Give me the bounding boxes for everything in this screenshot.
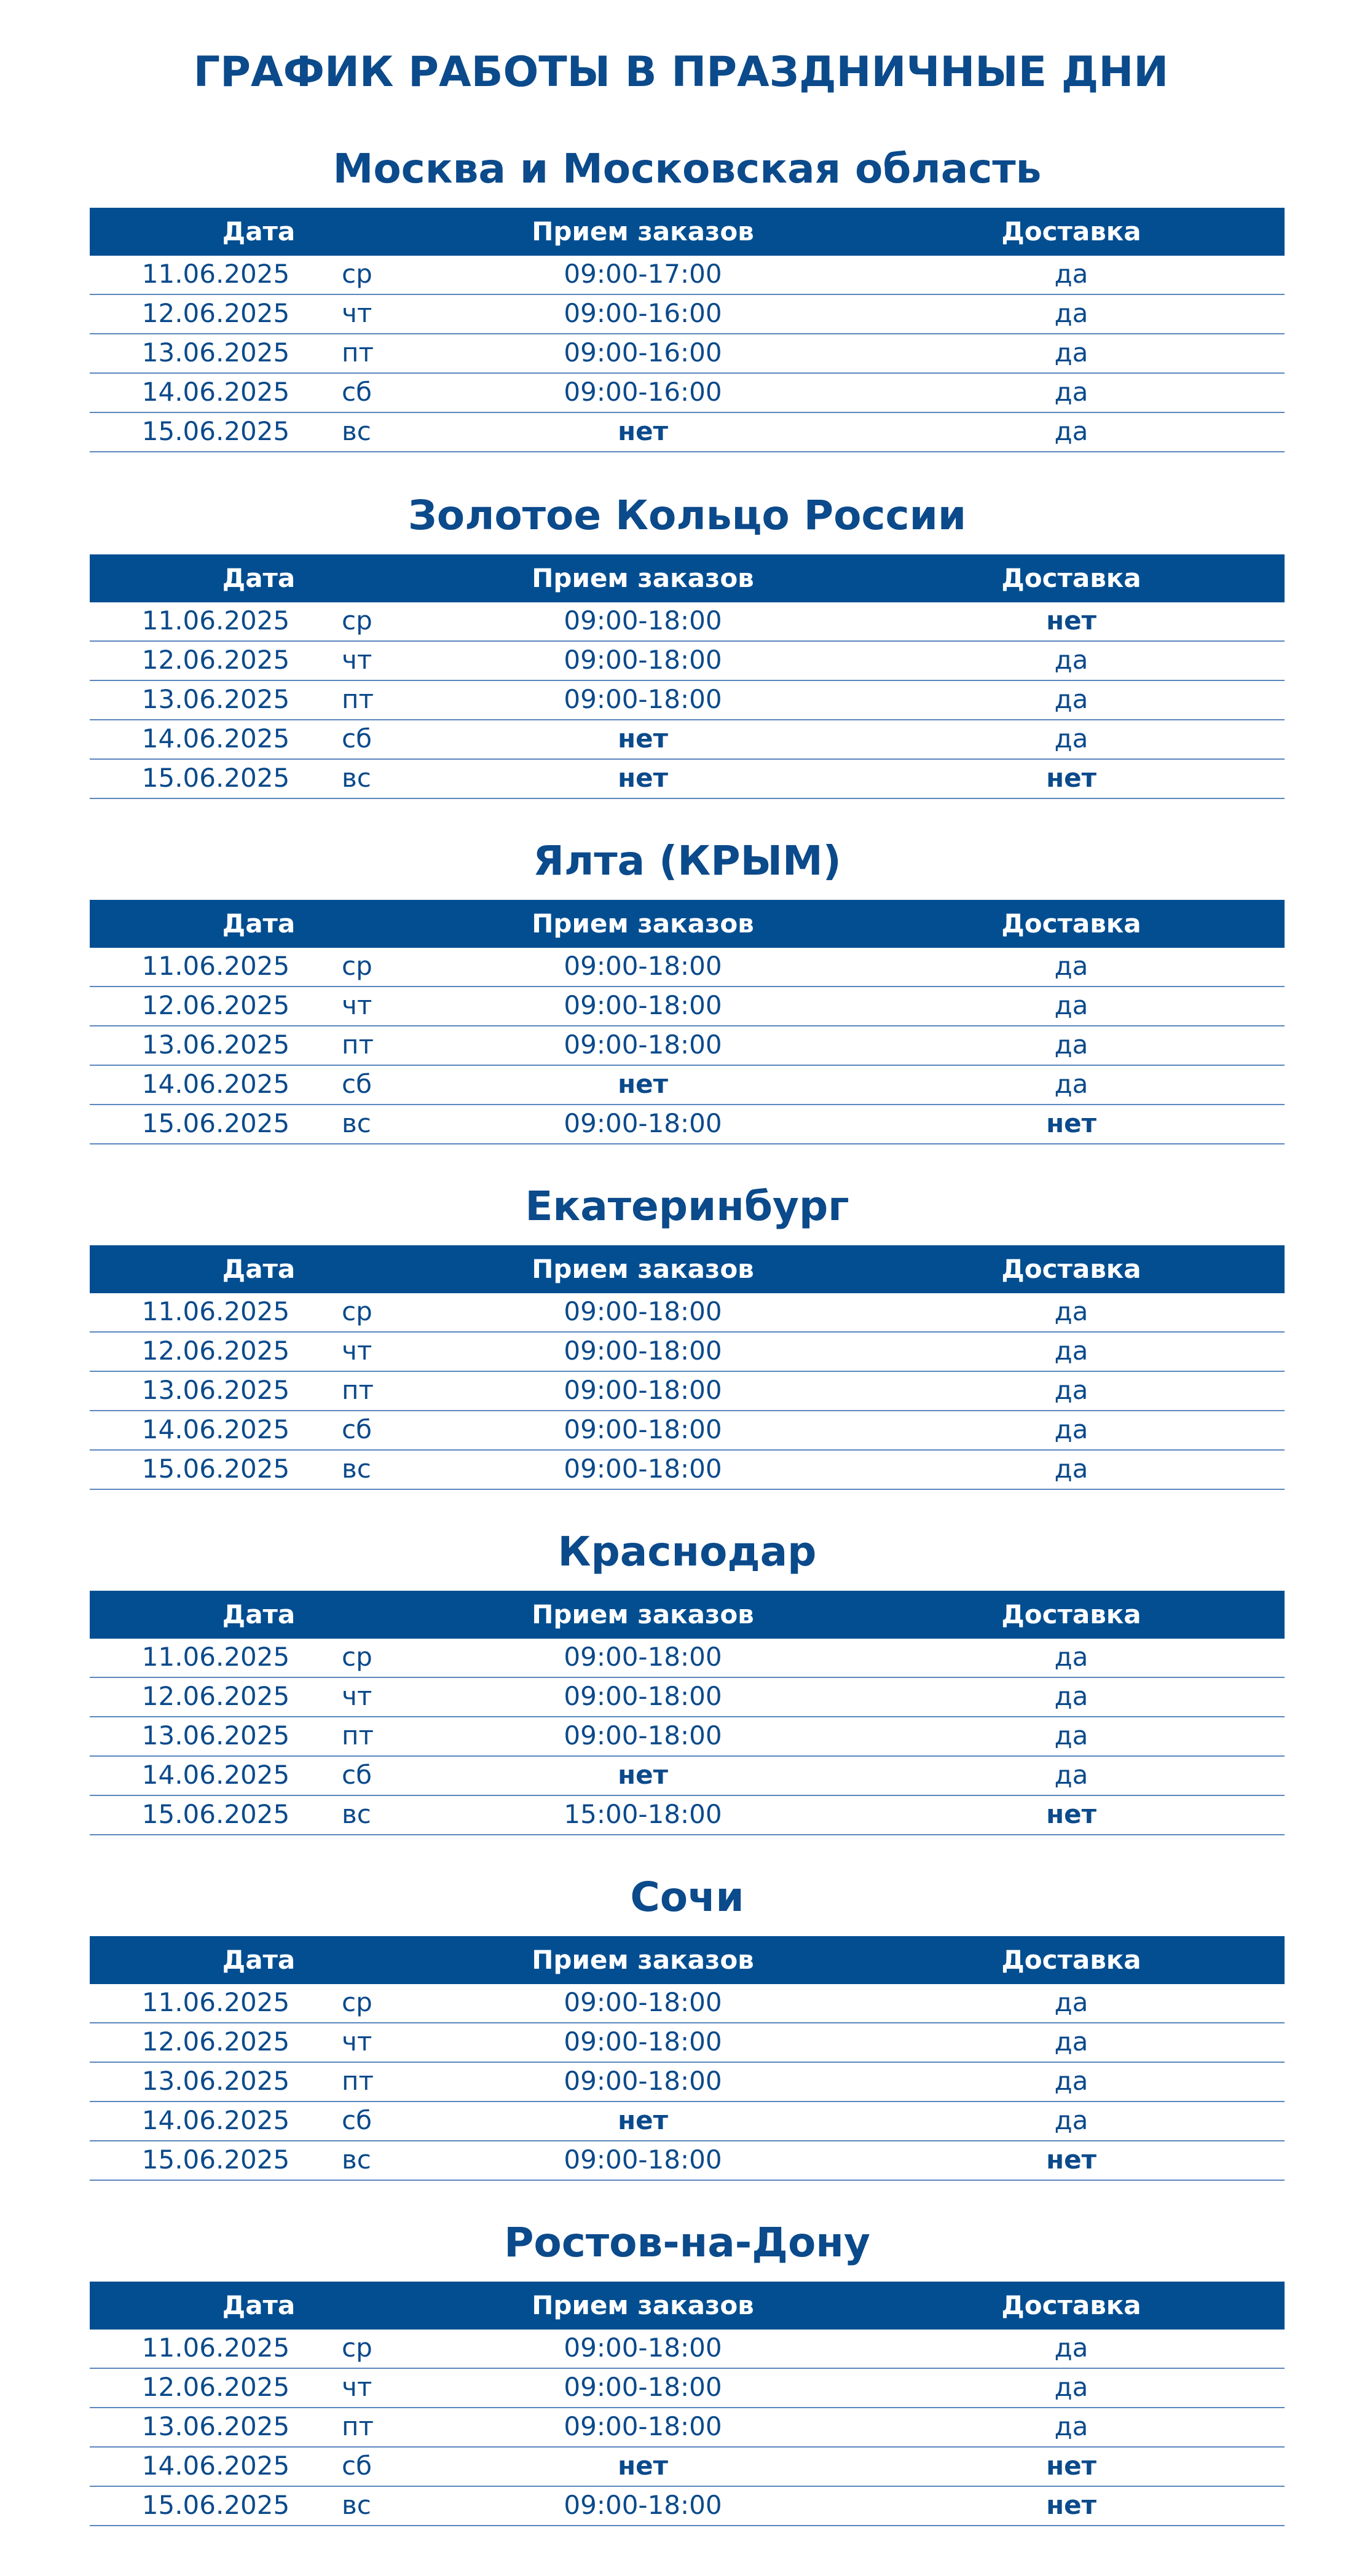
cell-weekday: чт <box>342 1681 372 1711</box>
schedule-section <box>90 1173 1285 1490</box>
cell-date: 15.06.2025 <box>141 2490 290 2520</box>
cell-delivery: нет <box>1046 2145 1096 2175</box>
cell-date: 14.06.2025 <box>141 1069 290 1099</box>
cell-date: 15.06.2025 <box>141 763 290 793</box>
cell-weekday: ср <box>342 259 372 289</box>
cell-weekday: пт <box>342 337 374 368</box>
header-date: Дата <box>222 1254 296 1284</box>
cell-date: 14.06.2025 <box>141 1414 290 1444</box>
header-orders: Прием заказов <box>532 1599 754 1629</box>
header-delivery: Доставка <box>1001 1254 1141 1284</box>
table-row <box>90 1026 1285 1066</box>
cell-date: 13.06.2025 <box>141 2411 290 2441</box>
table-header <box>90 554 1285 602</box>
cell-orders: 09:00-16:00 <box>564 298 722 328</box>
cell-weekday: пт <box>342 1720 374 1751</box>
cell-delivery: да <box>1054 723 1088 754</box>
cell-orders: нет <box>618 1069 668 1099</box>
cell-orders: 09:00-18:00 <box>564 1454 722 1484</box>
cell-delivery: да <box>1054 2105 1088 2135</box>
section-spacer <box>90 1931 1285 1936</box>
schedule-section <box>90 827 1285 1144</box>
cell-delivery: да <box>1054 990 1088 1020</box>
cell-weekday: вс <box>342 2490 371 2520</box>
cell-delivery: да <box>1054 1030 1088 1060</box>
cell-delivery: нет <box>1046 1799 1096 1829</box>
cell-weekday: чт <box>342 645 372 675</box>
cell-delivery: да <box>1054 2411 1088 2441</box>
cell-weekday: сб <box>342 723 372 754</box>
cell-weekday: пт <box>342 2411 374 2441</box>
cell-weekday: ср <box>342 951 372 981</box>
cell-date: 12.06.2025 <box>141 1336 290 1366</box>
header-delivery: Доставка <box>1001 563 1141 593</box>
cell-delivery: да <box>1054 684 1088 714</box>
cell-weekday: чт <box>342 990 372 1020</box>
cell-weekday: пт <box>342 1030 374 1060</box>
section-spacer <box>90 1586 1285 1591</box>
table-header <box>90 208 1285 256</box>
table-row <box>90 413 1285 452</box>
cell-weekday: пт <box>342 1375 374 1405</box>
cell-delivery: нет <box>1046 2490 1096 2520</box>
table-row <box>90 760 1285 799</box>
table-row <box>90 1411 1285 1451</box>
cell-weekday: ср <box>342 2333 372 2363</box>
cell-date: 14.06.2025 <box>141 1760 290 1790</box>
cell-delivery: да <box>1054 1760 1088 1790</box>
cell-weekday: сб <box>342 2451 372 2481</box>
cell-date: 11.06.2025 <box>141 605 290 636</box>
header-delivery: Доставка <box>1001 1945 1141 1975</box>
header-date: Дата <box>222 216 296 246</box>
table-row <box>90 2408 1285 2448</box>
cell-orders: нет <box>618 723 668 754</box>
cell-weekday: сб <box>342 2105 372 2135</box>
table-row <box>90 2369 1285 2408</box>
cell-delivery: да <box>1054 337 1088 368</box>
header-orders: Прием заказов <box>532 1945 754 1975</box>
cell-date: 11.06.2025 <box>141 1987 290 2017</box>
table-row <box>90 2448 1285 2487</box>
cell-delivery: да <box>1054 1375 1088 1405</box>
cell-orders: 09:00-18:00 <box>564 951 722 981</box>
header-orders: Прием заказов <box>532 563 754 593</box>
cell-delivery: да <box>1054 259 1088 289</box>
table-row <box>90 642 1285 681</box>
cell-delivery: да <box>1054 1720 1088 1751</box>
cell-weekday: пт <box>342 2066 374 2096</box>
header-date: Дата <box>222 1599 296 1629</box>
cell-delivery: да <box>1054 1454 1088 1484</box>
cell-date: 15.06.2025 <box>141 1108 290 1138</box>
cell-delivery: да <box>1054 951 1088 981</box>
cell-orders: нет <box>618 2451 668 2481</box>
cell-date: 11.06.2025 <box>141 259 290 289</box>
cell-date: 12.06.2025 <box>141 1681 290 1711</box>
cell-delivery: да <box>1054 2333 1088 2363</box>
header-date: Дата <box>222 563 296 593</box>
cell-weekday: пт <box>342 684 374 714</box>
cell-orders: нет <box>618 763 668 793</box>
table-header <box>90 1936 1285 1984</box>
cell-weekday: вс <box>342 763 371 793</box>
cell-delivery: да <box>1054 1414 1088 1444</box>
table-row <box>90 2102 1285 2141</box>
header-delivery: Доставка <box>1001 1599 1141 1629</box>
section-title: Золотое Кольцо России <box>407 492 967 539</box>
cell-delivery: да <box>1054 1681 1088 1711</box>
table-header <box>90 1245 1285 1293</box>
cell-date: 13.06.2025 <box>141 1030 290 1060</box>
schedule-section <box>90 2209 1285 2526</box>
cell-date: 12.06.2025 <box>141 2027 290 2057</box>
cell-orders: 09:00-18:00 <box>564 1336 722 1366</box>
cell-delivery: да <box>1054 2372 1088 2402</box>
cell-orders: 09:00-18:00 <box>564 1108 722 1138</box>
cell-date: 14.06.2025 <box>141 377 290 407</box>
header-orders: Прием заказов <box>532 1254 754 1284</box>
table-row <box>90 256 1285 295</box>
cell-date: 12.06.2025 <box>141 645 290 675</box>
cell-delivery: да <box>1054 1987 1088 2017</box>
section-spacer <box>90 2277 1285 2282</box>
cell-weekday: сб <box>342 1760 372 1790</box>
cell-weekday: ср <box>342 1987 372 2017</box>
header-delivery: Доставка <box>1001 2290 1141 2320</box>
cell-delivery: нет <box>1046 2451 1096 2481</box>
cell-orders: 09:00-18:00 <box>564 2411 722 2441</box>
table-row <box>90 2330 1285 2369</box>
cell-delivery: да <box>1054 2027 1088 2057</box>
header-date: Дата <box>222 908 296 939</box>
table-row <box>90 2487 1285 2526</box>
table-row <box>90 1066 1285 1105</box>
table-row <box>90 720 1285 760</box>
cell-orders: 09:00-18:00 <box>564 2490 722 2520</box>
cell-date: 11.06.2025 <box>141 1296 290 1326</box>
cell-date: 12.06.2025 <box>141 2372 290 2402</box>
cell-orders: 09:00-18:00 <box>564 2145 722 2175</box>
table-row <box>90 1451 1285 1490</box>
cell-orders: 09:00-18:00 <box>564 684 722 714</box>
cell-weekday: сб <box>342 1414 372 1444</box>
cell-orders: 09:00-18:00 <box>564 645 722 675</box>
cell-weekday: вс <box>342 2145 371 2175</box>
section-spacer <box>90 1240 1285 1245</box>
cell-orders: 09:00-18:00 <box>564 2066 722 2096</box>
table-row <box>90 1333 1285 1372</box>
cell-date: 14.06.2025 <box>141 2105 290 2135</box>
table-row <box>90 334 1285 374</box>
cell-orders: 09:00-17:00 <box>564 259 722 289</box>
cell-weekday: сб <box>342 377 372 407</box>
table-row <box>90 1717 1285 1757</box>
cell-delivery: да <box>1054 377 1088 407</box>
table-row <box>90 2023 1285 2063</box>
section-title: Ялта (КРЫМ) <box>533 837 841 884</box>
page-title: ГРАФИК РАБОТЫ В ПРАЗДНИЧНЫЕ ДНИ <box>193 48 1169 97</box>
cell-weekday: вс <box>342 1108 371 1138</box>
cell-orders: 09:00-18:00 <box>564 1030 722 1060</box>
section-title: Краснодар <box>557 1528 817 1575</box>
schedule-section <box>90 1518 1285 1835</box>
cell-delivery: да <box>1054 1296 1088 1326</box>
schedule-section <box>90 482 1285 799</box>
cell-delivery: да <box>1054 416 1088 446</box>
header-date: Дата <box>222 2290 296 2320</box>
cell-delivery: нет <box>1046 605 1096 636</box>
cell-date: 15.06.2025 <box>141 2145 290 2175</box>
cell-orders: 15:00-18:00 <box>564 1799 722 1829</box>
cell-date: 15.06.2025 <box>141 1454 290 1484</box>
table-header <box>90 2282 1285 2330</box>
cell-date: 14.06.2025 <box>141 2451 290 2481</box>
cell-orders: 09:00-16:00 <box>564 377 722 407</box>
cell-weekday: чт <box>342 298 372 328</box>
cell-orders: 09:00-18:00 <box>564 1720 722 1751</box>
schedule-section <box>90 135 1285 452</box>
cell-date: 11.06.2025 <box>141 1642 290 1672</box>
table-row <box>90 1678 1285 1717</box>
cell-date: 12.06.2025 <box>141 298 290 328</box>
table-row <box>90 987 1285 1026</box>
cell-date: 11.06.2025 <box>141 2333 290 2363</box>
cell-orders: 09:00-18:00 <box>564 2333 722 2363</box>
cell-weekday: вс <box>342 416 371 446</box>
table-row <box>90 2141 1285 2181</box>
header-date: Дата <box>222 1945 296 1975</box>
section-title: Сочи <box>630 1873 744 1921</box>
header-delivery: Доставка <box>1001 216 1141 246</box>
schedule-section <box>90 1864 1285 2181</box>
cell-orders: 09:00-18:00 <box>564 1296 722 1326</box>
table-row <box>90 1757 1285 1796</box>
cell-date: 15.06.2025 <box>141 416 290 446</box>
cell-orders: 09:00-18:00 <box>564 1414 722 1444</box>
header-orders: Прием заказов <box>532 2290 754 2320</box>
cell-orders: нет <box>618 1760 668 1790</box>
cell-delivery: да <box>1054 298 1088 328</box>
table-row <box>90 1105 1285 1144</box>
cell-weekday: вс <box>342 1799 371 1829</box>
cell-orders: нет <box>618 416 668 446</box>
cell-date: 13.06.2025 <box>141 337 290 368</box>
cell-orders: 09:00-18:00 <box>564 605 722 636</box>
header-orders: Прием заказов <box>532 908 754 939</box>
section-title: Ростов-на-Дону <box>504 2219 870 2266</box>
table-row <box>90 948 1285 987</box>
table-header <box>90 900 1285 948</box>
cell-date: 13.06.2025 <box>141 1375 290 1405</box>
header-orders: Прием заказов <box>532 216 754 246</box>
cell-delivery: нет <box>1046 763 1096 793</box>
cell-orders: 09:00-16:00 <box>564 337 722 368</box>
cell-orders: 09:00-18:00 <box>564 990 722 1020</box>
cell-weekday: ср <box>342 605 372 636</box>
cell-weekday: ср <box>342 1296 372 1326</box>
cell-orders: 09:00-18:00 <box>564 1681 722 1711</box>
table-row <box>90 1984 1285 2023</box>
cell-date: 13.06.2025 <box>141 1720 290 1751</box>
cell-date: 12.06.2025 <box>141 990 290 1020</box>
table-row <box>90 1639 1285 1678</box>
cell-weekday: чт <box>342 1336 372 1366</box>
section-spacer <box>90 549 1285 554</box>
cell-orders: 09:00-18:00 <box>564 1642 722 1672</box>
table-row <box>90 681 1285 720</box>
cell-delivery: да <box>1054 1642 1088 1672</box>
cell-delivery: да <box>1054 645 1088 675</box>
table-row <box>90 374 1285 413</box>
cell-orders: 09:00-18:00 <box>564 1987 722 2017</box>
cell-delivery: да <box>1054 1069 1088 1099</box>
cell-weekday: чт <box>342 2027 372 2057</box>
section-spacer <box>90 895 1285 900</box>
cell-orders: 09:00-18:00 <box>564 1375 722 1405</box>
cell-weekday: ср <box>342 1642 372 1672</box>
section-title: Москва и Московская область <box>333 145 1042 192</box>
table-row <box>90 2063 1285 2102</box>
cell-date: 11.06.2025 <box>141 951 290 981</box>
cell-delivery: нет <box>1046 1108 1096 1138</box>
table-row <box>90 602 1285 642</box>
header-delivery: Доставка <box>1001 908 1141 939</box>
cell-delivery: да <box>1054 1336 1088 1366</box>
cell-orders: 09:00-18:00 <box>564 2027 722 2057</box>
cell-weekday: вс <box>342 1454 371 1484</box>
cell-weekday: сб <box>342 1069 372 1099</box>
table-header <box>90 1591 1285 1639</box>
cell-date: 14.06.2025 <box>141 723 290 754</box>
cell-delivery: да <box>1054 2066 1088 2096</box>
table-row <box>90 1796 1285 1835</box>
table-row <box>90 1293 1285 1333</box>
table-row <box>90 1372 1285 1411</box>
cell-date: 15.06.2025 <box>141 1799 290 1829</box>
cell-orders: 09:00-18:00 <box>564 2372 722 2402</box>
cell-weekday: чт <box>342 2372 372 2402</box>
cell-date: 13.06.2025 <box>141 2066 290 2096</box>
cell-orders: нет <box>618 2105 668 2135</box>
section-spacer <box>90 203 1285 208</box>
cell-date: 13.06.2025 <box>141 684 290 714</box>
section-title: Екатеринбург <box>525 1183 849 1230</box>
table-row <box>90 295 1285 334</box>
